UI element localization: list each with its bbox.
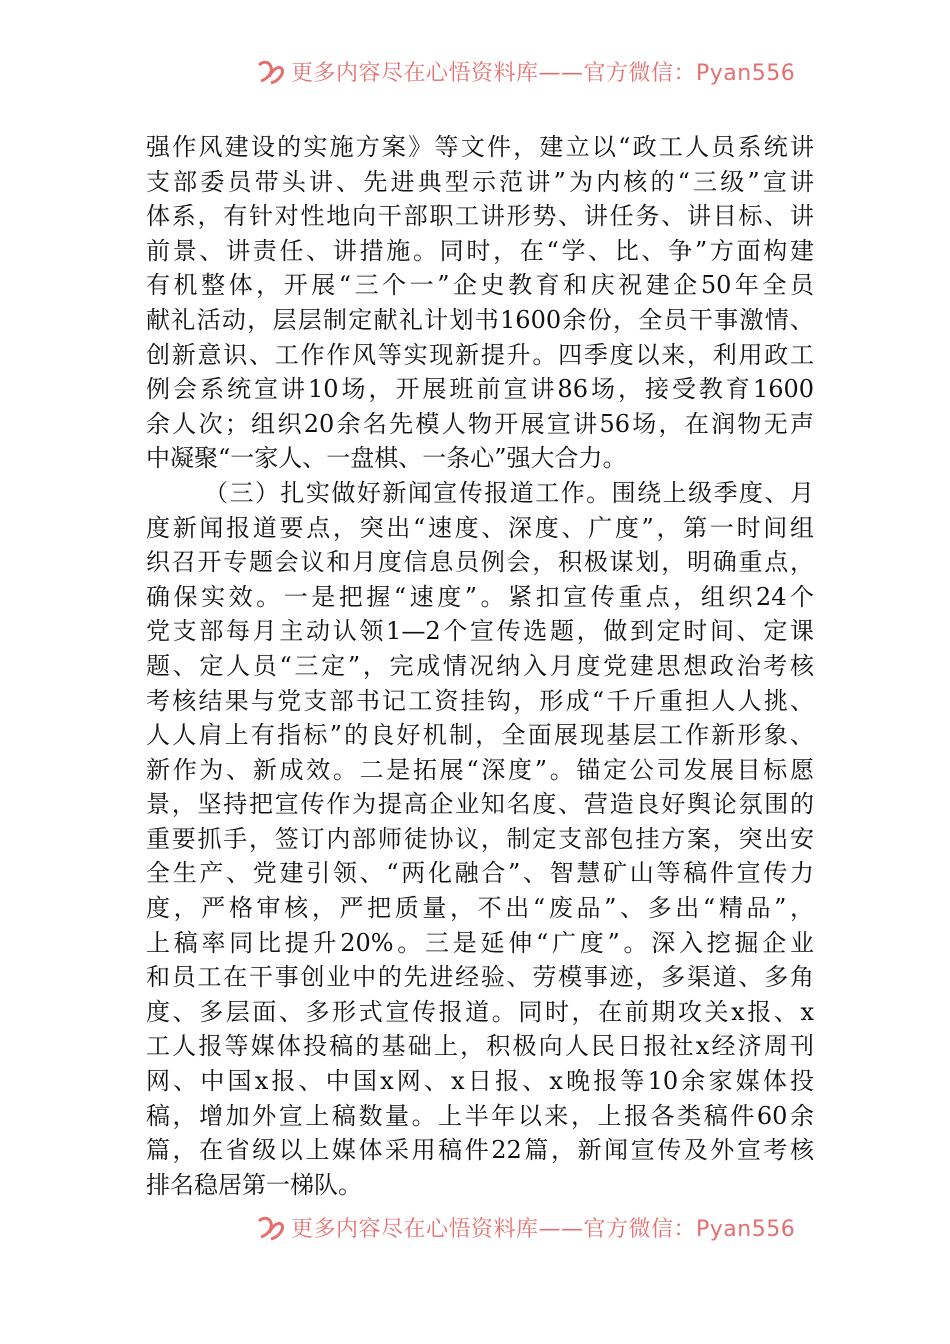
text-line: 考核结果与党支部书记工资挂钩，形成“千斤重担人人挑、 <box>146 686 814 715</box>
text-line: 中凝聚“一家人、一盘棋、一条心”强大合力。 <box>146 444 627 473</box>
footer-watermark <box>0 1206 950 1246</box>
watermark-text: 更多内容尽在心悟资料库——官方微信：Pyan556 <box>291 1217 796 1242</box>
paragraph-1 <box>146 130 814 476</box>
text-line: 强作风建设的实施方案》等文件，建立以“政工人员系统讲 <box>146 133 814 161</box>
header-watermark <box>0 50 950 90</box>
text-line: 全生产、党建引领、“两化融合”、智慧矿山等稿件宣传力 <box>146 859 814 888</box>
text-line: 余人次；组织20余名先模人物开展宣讲56场，在润物无声 <box>146 409 814 438</box>
text-line: 篇，在省级以上媒体采用稿件22篇，新闻宣传及外宣考核 <box>146 1136 814 1165</box>
text-line: 有机整体，开展“三个一”企史教育和庆祝建企50年全员 <box>146 271 814 300</box>
text-line: 工人报等媒体投稿的基础上，积极向人民日报社x经济周刊 <box>146 1032 814 1061</box>
text-line: 度、多层面、多形式宣传报道。同时，在前期攻关x报、x <box>146 997 814 1026</box>
text-line: 织召开专题会议和月度信息员例会，积极谋划，明确重点， <box>146 548 814 577</box>
text-line: 和员工在干事创业中的先进经验、劳模事迹，多渠道、多角 <box>146 963 814 992</box>
section-heading-line: （三）扎实做好新闻宣传报道工作。围绕上级季度、月 <box>204 478 814 507</box>
text-line: 重要抓手，签订内部师徒协议，制定支部包挂方案，突出安 <box>146 824 814 853</box>
text-line: 献礼活动，层层制定献礼计划书1600余份，全员干事激情、 <box>146 305 814 334</box>
text-line: 新作为、新成效。二是拓展“深度”。锚定公司发展目标愿 <box>146 755 814 784</box>
text-line: 度，严格审核，严把质量，不出“废品”、多出“精品”， <box>146 894 814 923</box>
watermark-text: 更多内容尽在心悟资料库——官方微信：Pyan556 <box>291 61 796 86</box>
text-line: 人人肩上有指标”的良好机制，全面展现基层工作新形象、 <box>146 721 814 750</box>
text-line: 排名稳居第一梯队。 <box>146 1170 362 1199</box>
text-line: 支部委员带头讲、先进典型示范讲”为内核的“三级”宣讲 <box>146 167 814 196</box>
text-line: 创新意识、工作作风等实现新提升。四季度以来，利用政工 <box>146 340 814 369</box>
paragraph-2 <box>146 476 814 1202</box>
text-line: 确保实效。一是把握“速度”。紧扣宣传重点，组织24个 <box>146 582 814 611</box>
text-line: 题、定人员“三定”，完成情况纳入月度党建思想政治考核 <box>146 651 814 680</box>
text-line: 党支部每月主动认领1—2个宣传选题，做到定时间、定课 <box>146 617 814 646</box>
text-line: 度新闻报道要点，突出“速度、深度、广度”，第一时间组 <box>146 513 814 542</box>
watermark-logo-icon <box>255 1215 285 1241</box>
text-line: 前景、讲责任、讲措施。同时，在“学、比、争”方面构建 <box>146 236 814 265</box>
text-line: 上稿率同比提升20%。三是延伸“广度”。深入挖掘企业 <box>146 928 814 957</box>
document-body <box>146 130 814 1202</box>
text-line: 景，坚持把宣传作为提高企业知名度、营造良好舆论氛围的 <box>146 790 814 819</box>
watermark-logo-icon <box>255 59 285 85</box>
text-line: 体系，有针对性地向干部职工讲形势、讲任务、讲目标、讲 <box>146 202 814 231</box>
text-line: 例会系统宣讲10场，开展班前宣讲86场，接受教育1600 <box>146 375 814 404</box>
text-line: 稿，增加外宣上稿数量。上半年以来，上报各类稿件60余 <box>146 1101 814 1130</box>
text-line: 网、中国x报、中国x网、x日报、x晚报等10余家媒体投 <box>146 1067 814 1096</box>
